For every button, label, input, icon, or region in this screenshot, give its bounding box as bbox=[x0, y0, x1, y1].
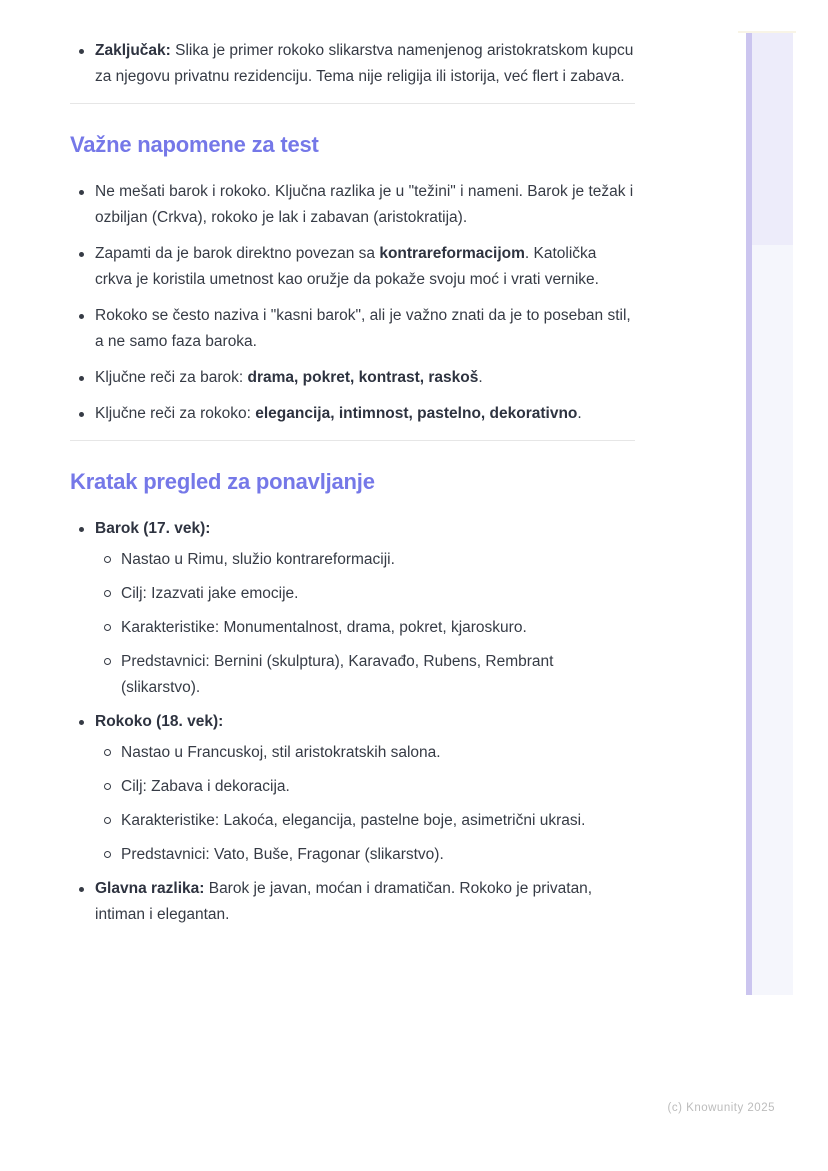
group-title: Rokoko (18. vek): bbox=[95, 713, 224, 730]
list-item bbox=[95, 365, 635, 391]
scrollbar[interactable] bbox=[746, 33, 752, 995]
list-item-barok-group bbox=[95, 516, 635, 701]
list-item-main-difference bbox=[95, 876, 635, 928]
item-text: . bbox=[577, 405, 582, 422]
review-list bbox=[70, 516, 635, 928]
section-heading-review: Kratak pregled za ponavljanje bbox=[70, 469, 375, 494]
item-bold-lead: Zaključak: bbox=[95, 42, 171, 59]
group-title: Barok (17. vek): bbox=[95, 520, 211, 537]
item-bold-text: elegancija, intimnost, pastelno, dekorativno bbox=[255, 405, 578, 422]
item-bold-text: kontrareformacijom bbox=[379, 245, 525, 262]
item-text: Barok je javan, moćan i dramatičan. Rokoko je privatan, intiman i elegantan. bbox=[95, 880, 593, 923]
list-item bbox=[95, 38, 635, 90]
list-item-rokoko-group bbox=[95, 709, 635, 868]
sub-list-item: Karakteristike: Lakoća, elegancija, pastelne boje, asimetrični ukrasi. bbox=[121, 808, 635, 834]
item-text: Ključne reči za rokoko: bbox=[95, 405, 256, 422]
barok-sublist bbox=[95, 547, 635, 701]
list-item bbox=[95, 179, 635, 231]
item-text: Slika je primer rokoko slikarstva namenjenog aristokratskom kupcu za njegovu privatnu rezidenciju. Tema nije religija ili istorija, već flert i zabava. bbox=[95, 42, 634, 85]
item-text: Rokoko se često naziva i "kasni barok", ali je važno znati da je to poseban stil, a ne samo faza baroka. bbox=[95, 307, 631, 350]
sub-list-item: Karakteristike: Monumentalnost, drama, pokret, kjaroskuro. bbox=[121, 615, 635, 641]
item-bold-lead: Glavna razlika: bbox=[95, 880, 205, 897]
section-heading-important-notes: Važne napomene za test bbox=[70, 132, 319, 157]
side-annotation-bar bbox=[746, 31, 793, 995]
item-text: . Katolička crkva je koristila umetnost kao oružje da pokaže svoju moć i vrati vernike. bbox=[95, 245, 599, 288]
sub-list-item: Nastao u Francuskoj, stil aristokratskih salona. bbox=[121, 740, 635, 766]
item-bold-text: drama, pokret, kontrast, raskoš bbox=[247, 369, 479, 386]
sub-list-item: Predstavnici: Vato, Buše, Fragonar (slikarstvo). bbox=[121, 842, 635, 868]
sub-list-item: Cilj: Izazvati jake emocije. bbox=[121, 581, 635, 607]
item-text: Zapamti da je barok direktno povezan sa bbox=[95, 245, 380, 262]
footer-copyright: (c) Knowunity 2025 bbox=[667, 1102, 775, 1114]
rokoko-sublist bbox=[95, 740, 635, 868]
divider bbox=[70, 440, 635, 441]
sub-list-item: Cilj: Zabava i dekoracija. bbox=[121, 774, 635, 800]
sub-list-item: Predstavnici: Bernini (skulptura), Karavađo, Rubens, Rembrant (slikarstvo). bbox=[121, 649, 635, 701]
intro-list bbox=[70, 38, 635, 90]
content-column bbox=[70, 38, 635, 938]
highlight-region-bottom bbox=[752, 245, 793, 995]
list-item bbox=[95, 401, 635, 427]
list-item bbox=[95, 241, 635, 293]
sub-list-item: Nastao u Rimu, služio kontrareformaciji. bbox=[121, 547, 635, 573]
divider bbox=[70, 103, 635, 104]
highlight-region-top bbox=[752, 33, 793, 245]
item-text: . bbox=[478, 369, 483, 386]
important-notes-list bbox=[70, 179, 635, 427]
list-item bbox=[95, 303, 635, 355]
item-text: Ne mešati barok i rokoko. Ključna razlika je u "težini" i nameni. Barok je težak i ozbiljan (Crkva), rokoko je lak i zabavan (aristokratija). bbox=[95, 183, 634, 226]
item-text: Ključne reči za barok: bbox=[95, 369, 248, 386]
